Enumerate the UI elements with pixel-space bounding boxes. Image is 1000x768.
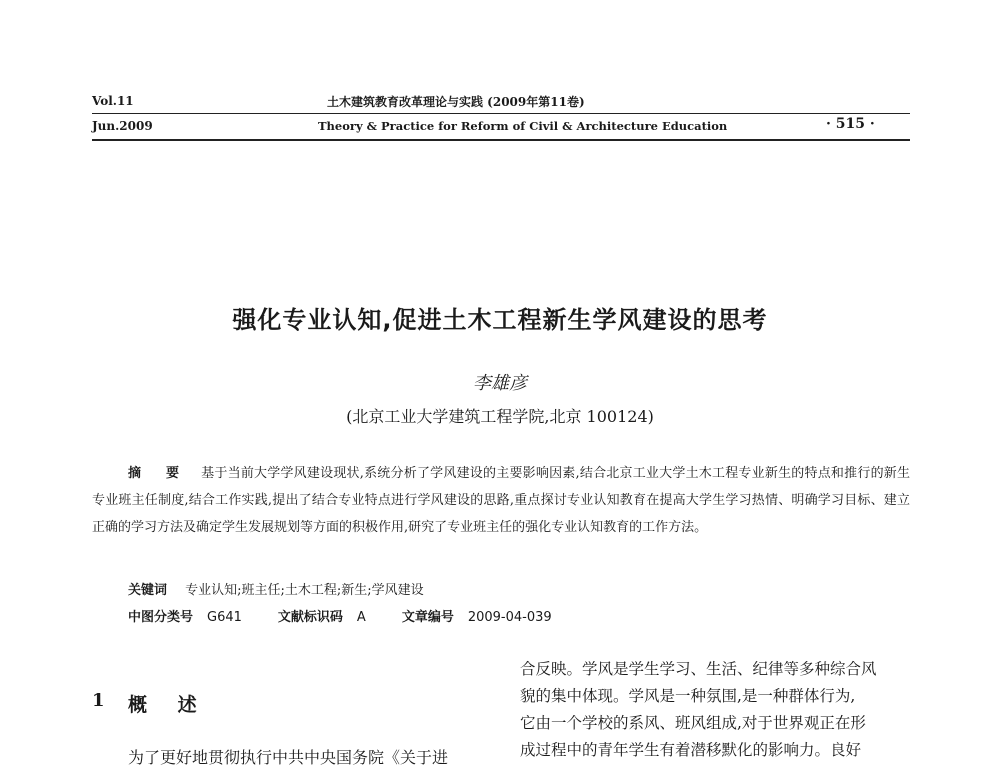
- section-title: 概 述: [128, 694, 209, 716]
- doc-code-label: 文献标识码: [277, 610, 343, 625]
- section-number: 1: [92, 690, 105, 711]
- abstract-text: 基于当前大学学风建设现状,系统分析了学风建设的主要影响因素,结合北京工业大学土木工程专业新生的特点和推行的新生专业班主任制度,结合工作实践,提出了结合专业特点进行学风建设的思路,重点探讨专业认知教育在提高大学生学习热情、明确学习目标、建立正确的学习方法及确定学生发展规划等方面的积极作用,研究了专业班主任的强化专业认知教育的工作方法。: [92, 466, 910, 535]
- volume-label: Vol.11: [92, 94, 134, 108]
- keywords-text: 专业认知;班主任;土木工程;新生;学风建设: [185, 583, 424, 598]
- journal-title-english: Theory & Practice for Reform of Civil & Architecture Education: [318, 119, 728, 133]
- right-column-text: [520, 656, 912, 764]
- keywords-row: [128, 579, 424, 598]
- doc-code-value: A: [356, 610, 366, 625]
- abstract-label: 摘 要: [128, 466, 190, 481]
- issue-date: Jun.2009: [92, 119, 153, 133]
- article-number-value: 2009-04-039: [467, 610, 552, 625]
- page-number: · 515 ·: [826, 116, 875, 132]
- right-column-line: 成过程中的青年学生有着潜移默化的影响力。良好: [520, 741, 862, 759]
- article-title: 强化专业认知,促进土木工程新生学风建设的思考: [232, 306, 768, 334]
- author-name: 李雄彦: [473, 373, 527, 394]
- header-rule-thick: [92, 139, 910, 141]
- clc-label: 中图分类号: [128, 610, 194, 625]
- header-rule-thin: [92, 113, 910, 114]
- abstract: [92, 460, 910, 541]
- right-column-line: 貌的集中体现。学风是一种氛围,是一种群体行为,: [520, 687, 856, 705]
- journal-title-chinese: 土木建筑教育改革理论与实践 (2009年第11卷): [327, 95, 585, 109]
- right-column-line: 它由一个学校的系风、班风组成,对于世界观正在形: [520, 714, 866, 732]
- keywords-label: 关键词: [128, 583, 168, 598]
- article-number-label: 文章编号: [401, 610, 454, 625]
- clc-value: G641: [207, 610, 242, 625]
- classification-row: [128, 606, 588, 625]
- left-column-text: 为了更好地贯彻执行中共中央国务院《关于进: [128, 748, 449, 767]
- right-column-line: 合反映。学风是学生学习、生活、纪律等多种综合风: [520, 660, 877, 678]
- author-affiliation: (北京工业大学建筑工程学院,北京 100124): [346, 407, 654, 426]
